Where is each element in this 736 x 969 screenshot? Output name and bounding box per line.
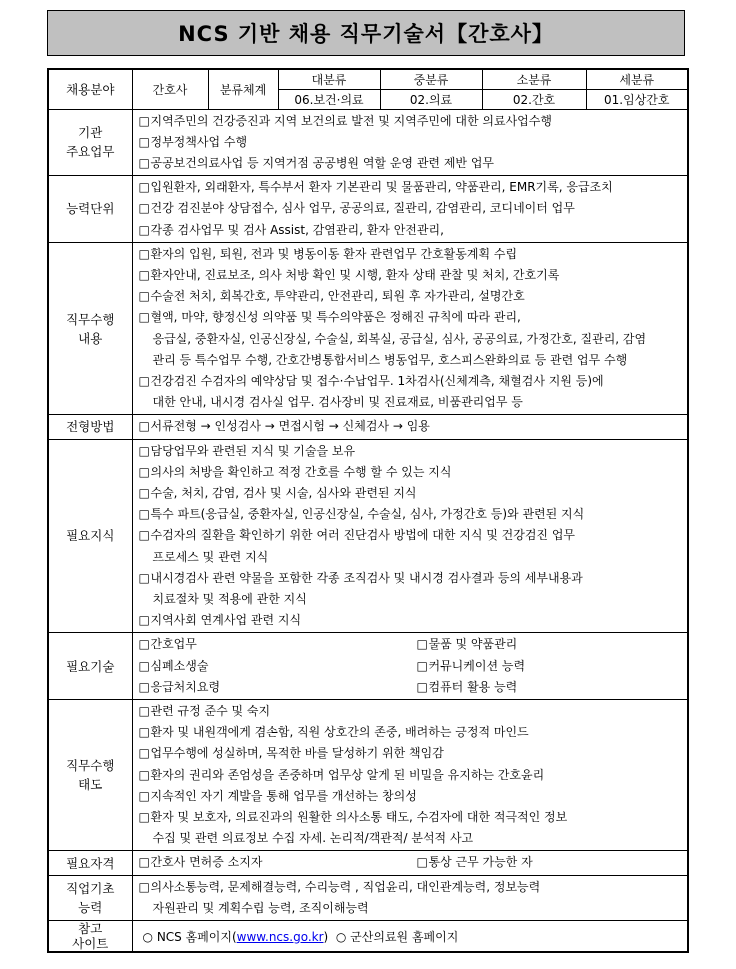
category-value-major: 06.보건·의료: [278, 89, 380, 109]
list-item: □내시경검사 관련 약물을 포함한 각종 조직검사 및 내시경 검사결과 등의 세부내용과: [139, 568, 688, 589]
reference-label: 참고 사이트: [48, 921, 132, 953]
checkbox-square-icon: □: [138, 155, 150, 170]
skills-label: 필요기술: [48, 633, 132, 700]
qualification-item: □간호사 면허증 소지자: [139, 852, 417, 873]
checkbox-square-icon: □: [138, 507, 150, 522]
list-item: □환자 및 내원객에게 겸손함, 직원 상호간의 존중, 배려하는 긍정적 마인드: [139, 722, 688, 743]
list-item: □환자의 입원, 퇴원, 전과 및 병동이동 환자 관련업무 간호활동계획 수립: [139, 244, 688, 265]
list-item: □특수 파트(응급실, 중환자실, 인공신장실, 수술실, 심사, 가정간호 등)와 관련된 지식: [139, 504, 688, 525]
checkbox-square-icon: □: [138, 810, 150, 824]
checkbox-square-icon: □: [138, 855, 150, 870]
list-item-continuation: 프로세스 및 관련 지식: [152, 549, 269, 564]
circle-bullet-icon: ○: [335, 929, 347, 944]
list-item: □수검자의 질환을 확인하기 위한 여러 진단검사 방법에 대한 지식 및 건강검진 업무: [139, 525, 688, 546]
selection-process: [132, 415, 688, 439]
checkbox-square-icon: □: [138, 113, 150, 128]
reference-sites: ○ NCS 홈페이지(www.ncs.go.kr) ○ 군산의료원 홈페이지: [132, 921, 688, 953]
checkbox-square-icon: □: [138, 679, 150, 694]
qualification-row: [48, 851, 688, 875]
list-item: □각종 검사업무 및 검사 Assist, 감염관리, 환자 안전관리,: [139, 220, 688, 241]
circle-bullet-icon: ○: [142, 929, 153, 944]
attitude-list: [132, 699, 688, 850]
knowledge-label: 필요지식: [48, 439, 132, 633]
document-title-box: [47, 10, 685, 56]
checkbox-square-icon: □: [138, 485, 150, 500]
checkbox-square-icon: □: [138, 746, 150, 761]
qualification-item: □통상 근무 가능한 자: [417, 852, 688, 873]
field-label: 채용분야: [48, 69, 132, 109]
checkbox-square-icon: □: [138, 703, 150, 718]
skill-item: □컴퓨터 활용 능력: [417, 677, 688, 698]
list-item: □관련 규정 준수 및 숙지: [139, 701, 688, 722]
checkbox-square-icon: □: [138, 443, 150, 458]
list-item-continuation: 관리 등 특수업무 수행, 간호간병통합서비스 병동업무, 호스피스완화의료 등 관련 업무 수행: [152, 352, 628, 367]
document-title: NCS 기반 채용 직무기술서【간호사】: [178, 22, 554, 46]
list-item: □건강 검진분야 상담접수, 심사 업무, 공공의료, 질관리, 감염관리, 코디네이터 업무: [139, 198, 688, 219]
checkbox-square-icon: □: [138, 788, 150, 803]
checkbox-square-icon: □: [138, 289, 150, 304]
checkbox-square-icon: □: [138, 725, 150, 740]
ability-units-label: 능력단위: [48, 176, 132, 243]
list-item: □환자의 권리와 존엄성을 존중하며 업무상 알게 된 비밀을 유지하는 간호윤리: [139, 765, 688, 786]
checkbox-square-icon: □: [416, 855, 428, 870]
skill-item: □물품 및 약품관리: [417, 634, 688, 655]
list-item: □지역주민의 건강증진과 지역 보건의료 발전 및 지역주민에 대한 의료사업수행: [139, 111, 688, 132]
org-duties-row: [48, 109, 688, 176]
checkbox-square-icon: □: [416, 658, 428, 673]
checkbox-square-icon: □: [138, 267, 150, 282]
knowledge-list: [132, 439, 688, 633]
gunsan-medical-homepage-text[interactable]: 군산의료원 홈페이지: [350, 929, 459, 944]
list-item: □수술, 처치, 감염, 검사 및 시술, 심사와 관련된 지식: [139, 483, 688, 504]
list-item-continuation: 치료절차 및 적용에 관한 지식: [152, 591, 307, 606]
category-header-middle: 중분류: [380, 69, 482, 89]
checkbox-square-icon: □: [138, 134, 150, 149]
basic-ability-row: [48, 875, 688, 920]
list-item: □정부정책사업 수행: [139, 132, 688, 153]
category-value-sub: 01.임상간호: [586, 89, 688, 109]
job-content-list: [132, 242, 688, 415]
list-item: □지속적인 자기 계발을 통해 업무를 개선하는 창의성: [139, 786, 688, 807]
selection-label: 전형방법: [48, 415, 132, 439]
list-item: □지역사회 연계사업 관련 지식: [139, 610, 688, 631]
list-item: □업무수행에 성실하며, 목적한 바를 달성하기 위한 책임감: [139, 743, 688, 764]
checkbox-square-icon: □: [138, 222, 150, 237]
knowledge-row: [48, 439, 688, 633]
basic-ability-label: 직업기초 능력: [48, 875, 132, 920]
skill-item: □커뮤니케이션 능력: [417, 656, 688, 677]
system-label: 분류체계: [208, 69, 278, 109]
ability-units-list: [132, 176, 688, 243]
list-item-continuation: 수집 및 관련 의료정보 수집 자세. 논리적/객관적/ 분석적 사고: [152, 831, 474, 846]
job-content-label: 직무수행 내용: [48, 242, 132, 415]
checkbox-square-icon: □: [138, 879, 150, 894]
category-value-minor: 02.간호: [482, 89, 586, 109]
checkbox-square-icon: □: [416, 637, 428, 652]
list-item: □수술전 처치, 회복간호, 투약관리, 안전관리, 퇴원 후 자가관리, 설명간호: [139, 286, 688, 307]
attitude-row: [48, 699, 688, 850]
list-item-continuation: 자원관리 및 계획수립 능력, 조직이해능력: [152, 900, 369, 915]
selection-row: [48, 415, 688, 439]
list-item: □공공보건의료사업 등 지역거점 공공병원 역할 운영 관련 제반 업무: [139, 153, 688, 174]
ability-units-row: [48, 176, 688, 243]
attitude-label: 직무수행 태도: [48, 699, 132, 850]
checkbox-square-icon: □: [138, 464, 150, 479]
org-duties-list: [132, 109, 688, 176]
org-duties-label: 기관 주요업무: [48, 109, 132, 176]
checkbox-square-icon: □: [138, 658, 150, 673]
list-item: □서류전형 → 인성검사 → 면접시험 → 신체검사 → 임용: [139, 416, 688, 437]
list-item: □의사의 처방을 확인하고 적정 간호를 수행 할 수 있는 지식: [139, 462, 688, 483]
skills-grid: [132, 633, 688, 700]
skill-item: □응급처치요령: [139, 677, 417, 698]
list-item: □입원환자, 외래환자, 특수부서 환자 기본관리 및 물품관리, 약품관리, EMR기록, 응급조치: [139, 177, 688, 198]
skills-row: [48, 633, 688, 700]
checkbox-square-icon: □: [138, 613, 150, 628]
checkbox-square-icon: □: [138, 528, 150, 543]
skill-item: □심폐소생술: [139, 656, 417, 677]
checkbox-square-icon: □: [138, 767, 150, 782]
list-item: □의사소통능력, 문제해결능력, 수리능력 , 직업윤리, 대인관계능력, 정보능력: [139, 877, 688, 898]
category-value-middle: 02.의료: [380, 89, 482, 109]
checkbox-square-icon: □: [138, 310, 150, 325]
category-header-sub: 세분류: [586, 69, 688, 89]
qualification-list: [132, 851, 688, 875]
list-item: □환자안내, 진료보조, 의사 처방 확인 및 시행, 환자 상태 관찰 및 처치, 간호기록: [139, 265, 688, 286]
list-item-continuation: 응급실, 중환자실, 인공신장실, 수술실, 회복실, 공급실, 심사, 공공의료, 가정간호, 질관리, 감염: [152, 331, 647, 346]
ncs-homepage-link[interactable]: www.ncs.go.kr: [236, 929, 324, 944]
checkbox-square-icon: □: [138, 201, 150, 216]
list-item: □담당업무와 관련된 지식 및 기술을 보유: [139, 441, 688, 462]
skill-item: □간호업무: [139, 634, 417, 655]
list-item: □혈액, 마약, 향정신성 의약품 및 특수의약품은 정해진 규칙에 따라 관리,: [139, 307, 688, 328]
list-item: □건강검진 수검자의 예약상담 및 접수·수납업무. 1차검사(신체계측, 채혈검사 지원 등)에: [139, 371, 688, 392]
classification-header-row: [48, 69, 688, 89]
checkbox-square-icon: □: [416, 679, 428, 694]
checkbox-square-icon: □: [138, 373, 150, 388]
checkbox-square-icon: □: [138, 246, 150, 261]
checkbox-square-icon: □: [138, 570, 150, 585]
category-header-major: 대분류: [278, 69, 380, 89]
list-item-continuation: 대한 안내, 내시경 검사실 업무. 검사장비 및 진료재료, 비품관리업무 등: [152, 395, 523, 410]
job-content-row: [48, 242, 688, 415]
checkbox-square-icon: □: [138, 419, 150, 434]
qualification-label: 필요자격: [48, 851, 132, 875]
category-header-minor: 소분류: [482, 69, 586, 89]
job-description-table: [47, 68, 689, 953]
checkbox-square-icon: □: [138, 180, 150, 195]
checkbox-square-icon: □: [138, 637, 150, 652]
list-item: □환자 및 보호자, 의료진과의 원활한 의사소통 태도, 수검자에 대한 적극적인 정보: [139, 807, 688, 828]
reference-row: [48, 921, 688, 953]
field-value: 간호사: [132, 69, 208, 109]
basic-ability-text: [132, 875, 688, 920]
